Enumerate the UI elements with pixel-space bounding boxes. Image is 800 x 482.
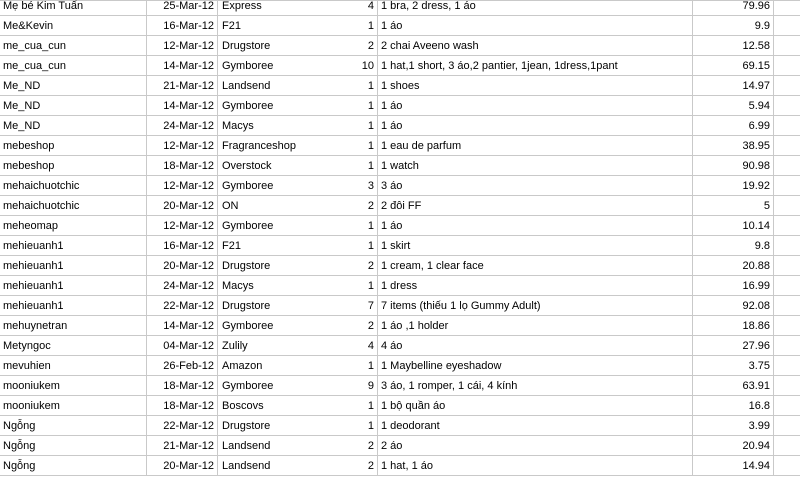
cell-store[interactable]: Fragranceshop — [218, 136, 378, 156]
cell-name[interactable]: Ngỗng — [0, 456, 147, 476]
cell-name[interactable]: mehieuanh1 — [0, 256, 147, 276]
cell-empty[interactable] — [774, 76, 800, 96]
cell-quantity[interactable]: 2 — [367, 320, 374, 332]
cell-quantity[interactable]: 1 — [367, 420, 374, 432]
cell-items[interactable]: 1 Maybelline eyeshadow — [378, 356, 693, 376]
table-row — [0, 36, 800, 56]
cell-date[interactable]: 20-Mar-12 — [147, 256, 218, 276]
cell-empty[interactable] — [774, 256, 800, 276]
cell-name[interactable]: Ngỗng — [0, 436, 147, 456]
cell-date[interactable]: 20-Mar-12 — [147, 196, 218, 216]
cell-store[interactable]: Gymboree — [218, 176, 378, 196]
cell-date[interactable]: 26-Feb-12 — [147, 356, 218, 376]
cell-date[interactable]: 12-Mar-12 — [147, 216, 218, 236]
table-row — [0, 116, 800, 136]
cell-items[interactable]: 1 bộ quần áo — [378, 396, 693, 416]
cell-name[interactable]: mehieuanh1 — [0, 276, 147, 296]
cell-store[interactable]: Gymboree — [218, 376, 378, 396]
cell-items[interactable]: 1 áo ,1 holder — [378, 316, 693, 336]
cell-store[interactable]: Express — [218, 0, 378, 16]
cell-quantity[interactable]: 1 — [367, 240, 374, 252]
cell-name[interactable]: me_cua_cun — [0, 36, 147, 56]
cell-items[interactable]: 1 deodorant — [378, 416, 693, 436]
cell-date[interactable]: 24-Mar-12 — [147, 116, 218, 136]
table-row — [0, 396, 800, 416]
cell-date[interactable]: 25-Mar-12 — [147, 0, 218, 16]
table-row — [0, 456, 800, 476]
cell-empty[interactable] — [774, 176, 800, 196]
cell-amount[interactable]: 79.96 — [693, 0, 774, 16]
cell-date[interactable]: 14-Mar-12 — [147, 316, 218, 336]
cell-items[interactable]: 1 áo — [378, 116, 693, 136]
cell-items[interactable]: 1 áo — [378, 16, 693, 36]
cell-date[interactable]: 12-Mar-12 — [147, 136, 218, 156]
cell-store[interactable]: F21 — [218, 236, 378, 256]
cell-items[interactable]: 1 áo — [378, 216, 693, 236]
table-row — [0, 436, 800, 456]
cell-name[interactable]: mevuhien — [0, 356, 147, 376]
cell-quantity[interactable]: 1 — [367, 160, 374, 172]
cell-amount[interactable]: 20.94 — [693, 436, 774, 456]
cell-quantity[interactable]: 2 — [367, 40, 374, 52]
cell-items[interactable]: 3 áo — [378, 176, 693, 196]
cell-items[interactable]: 1 áo — [378, 96, 693, 116]
cell-amount[interactable]: 5.94 — [693, 96, 774, 116]
cell-empty[interactable] — [774, 96, 800, 116]
cell-date[interactable]: 14-Mar-12 — [147, 56, 218, 76]
cell-name[interactable]: mebeshop — [0, 136, 147, 156]
cell-name[interactable]: Mẹ bé Kim Tuấn — [0, 0, 147, 16]
cell-quantity[interactable]: 2 — [367, 460, 374, 472]
cell-store[interactable]: Drugstore — [218, 296, 378, 316]
cell-empty[interactable] — [774, 276, 800, 296]
cell-empty[interactable] — [774, 316, 800, 336]
cell-empty[interactable] — [774, 36, 800, 56]
cell-items[interactable]: 1 watch — [378, 156, 693, 176]
cell-date[interactable]: 12-Mar-12 — [147, 36, 218, 56]
cell-store[interactable]: Landsend — [218, 456, 378, 476]
cell-date[interactable]: 18-Mar-12 — [147, 396, 218, 416]
table-row — [0, 136, 800, 156]
cell-store[interactable]: Macys — [218, 116, 378, 136]
cell-quantity[interactable]: 4 — [367, 340, 374, 352]
table-row — [0, 276, 800, 296]
cell-quantity[interactable]: 1 — [367, 100, 374, 112]
cell-amount[interactable]: 16.99 — [693, 276, 774, 296]
cell-empty[interactable] — [774, 296, 800, 316]
cell-quantity[interactable]: 1 — [367, 80, 374, 92]
table-row — [0, 0, 800, 16]
cell-empty[interactable] — [774, 16, 800, 36]
cell-name[interactable]: meheomap — [0, 216, 147, 236]
cell-date[interactable]: 24-Mar-12 — [147, 276, 218, 296]
cell-store[interactable]: Zulily — [218, 336, 378, 356]
cell-date[interactable]: 22-Mar-12 — [147, 296, 218, 316]
cell-store[interactable]: Gymboree — [218, 216, 378, 236]
cell-name[interactable]: mehaichuotchic — [0, 176, 147, 196]
cell-name[interactable]: mehieuanh1 — [0, 236, 147, 256]
cell-date[interactable]: 12-Mar-12 — [147, 176, 218, 196]
cell-empty[interactable] — [774, 116, 800, 136]
table-row — [0, 236, 800, 256]
cell-quantity[interactable]: 1 — [367, 20, 374, 32]
cell-name[interactable]: mehieuanh1 — [0, 296, 147, 316]
table-row — [0, 176, 800, 196]
cell-name[interactable]: Metyngoc — [0, 336, 147, 356]
cell-amount[interactable]: 16.8 — [693, 396, 774, 416]
cell-empty[interactable] — [774, 236, 800, 256]
cell-store[interactable]: Gymboree — [218, 96, 378, 116]
cell-amount[interactable]: 12.58 — [693, 36, 774, 56]
cell-date[interactable]: 16-Mar-12 — [147, 16, 218, 36]
cell-amount[interactable]: 5 — [693, 196, 774, 216]
cell-empty[interactable] — [774, 336, 800, 356]
table-row — [0, 376, 800, 396]
cell-quantity[interactable]: 1 — [367, 120, 374, 132]
cell-name[interactable]: Me_ND — [0, 76, 147, 96]
table-row — [0, 416, 800, 436]
table-row — [0, 196, 800, 216]
cell-quantity[interactable]: 9 — [367, 380, 374, 392]
cell-store[interactable]: Landsend — [218, 76, 378, 96]
cell-amount[interactable]: 9.9 — [693, 16, 774, 36]
cell-items[interactable]: 1 hat, 1 áo — [378, 456, 693, 476]
cell-name[interactable]: mehaichuotchic — [0, 196, 147, 216]
cell-quantity[interactable]: 1 — [367, 280, 374, 292]
cell-empty[interactable] — [774, 416, 800, 436]
cell-items[interactable]: 4 áo — [378, 336, 693, 356]
cell-amount[interactable]: 90.98 — [693, 156, 774, 176]
table-row — [0, 56, 800, 76]
cell-items[interactable]: 7 items (thiếu 1 lọ Gummy Adult) — [378, 296, 693, 316]
table-row — [0, 16, 800, 36]
cell-amount[interactable]: 3.75 — [693, 356, 774, 376]
cell-empty[interactable] — [774, 396, 800, 416]
cell-date[interactable]: 04-Mar-12 — [147, 336, 218, 356]
cell-empty[interactable] — [774, 56, 800, 76]
cell-items[interactable]: 2 đôi FF — [378, 196, 693, 216]
cell-store[interactable]: Overstock — [218, 156, 378, 176]
cell-empty[interactable] — [774, 136, 800, 156]
cell-quantity[interactable]: 1 — [367, 140, 374, 152]
cell-name[interactable]: Me_ND — [0, 96, 147, 116]
table-row — [0, 316, 800, 336]
cell-store[interactable]: Drugstore — [218, 36, 378, 56]
cell-quantity[interactable]: 1 — [367, 360, 374, 372]
cell-amount[interactable]: 38.95 — [693, 136, 774, 156]
cell-date[interactable]: 21-Mar-12 — [147, 76, 218, 96]
cell-date[interactable]: 22-Mar-12 — [147, 416, 218, 436]
cell-items[interactable]: 2 chai Aveeno wash — [378, 36, 693, 56]
cell-items[interactable]: 1 hat,1 short, 3 áo,2 pantier, 1jean, 1dress,1pant — [378, 56, 693, 76]
cell-items[interactable]: 1 skirt — [378, 236, 693, 256]
cell-empty[interactable] — [774, 196, 800, 216]
table-row — [0, 76, 800, 96]
cell-items[interactable]: 1 eau de parfum — [378, 136, 693, 156]
cell-items[interactable]: 3 áo, 1 romper, 1 cái, 4 kính — [378, 376, 693, 396]
table-row — [0, 96, 800, 116]
cell-items[interactable]: 1 dress — [378, 276, 693, 296]
cell-quantity[interactable]: 3 — [367, 180, 374, 192]
cell-store[interactable]: Drugstore — [218, 256, 378, 276]
cell-name[interactable]: Me&Kevin — [0, 16, 147, 36]
table-row — [0, 256, 800, 276]
cell-store[interactable]: Boscovs — [218, 396, 378, 416]
cell-name[interactable]: Ngỗng — [0, 416, 147, 436]
cell-amount[interactable]: 6.99 — [693, 116, 774, 136]
cell-date[interactable]: 21-Mar-12 — [147, 436, 218, 456]
cell-quantity[interactable]: 10 — [361, 60, 374, 72]
cell-empty[interactable] — [774, 356, 800, 376]
table-row — [0, 156, 800, 176]
table-row — [0, 296, 800, 316]
cell-items[interactable]: 1 bra, 2 dress, 1 áo — [378, 0, 693, 16]
cell-items[interactable]: 1 cream, 1 clear face — [378, 256, 693, 276]
cell-name[interactable]: mehuynetran — [0, 316, 147, 336]
cell-amount[interactable]: 18.86 — [693, 316, 774, 336]
cell-empty[interactable] — [774, 216, 800, 236]
cell-store[interactable]: Macys — [218, 276, 378, 296]
cell-amount[interactable]: 3.99 — [693, 416, 774, 436]
cell-quantity[interactable]: 1 — [367, 220, 374, 232]
cell-empty[interactable] — [774, 156, 800, 176]
cell-store[interactable]: Drugstore — [218, 416, 378, 436]
cell-store[interactable]: F21 — [218, 16, 378, 36]
cell-empty[interactable] — [774, 456, 800, 476]
cell-empty[interactable] — [774, 0, 800, 16]
table-row — [0, 356, 800, 376]
cell-empty[interactable] — [774, 436, 800, 456]
cell-items[interactable]: 1 shoes — [378, 76, 693, 96]
cell-quantity[interactable]: 2 — [367, 200, 374, 212]
cell-store[interactable]: Amazon — [218, 356, 378, 376]
cell-amount[interactable]: 92.08 — [693, 296, 774, 316]
cell-name[interactable]: me_cua_cun — [0, 56, 147, 76]
cell-name[interactable]: mooniukem — [0, 396, 147, 416]
cell-amount[interactable]: 9.8 — [693, 236, 774, 256]
cell-date[interactable]: 18-Mar-12 — [147, 376, 218, 396]
cell-date[interactable]: 14-Mar-12 — [147, 96, 218, 116]
cell-date[interactable]: 16-Mar-12 — [147, 236, 218, 256]
cell-amount[interactable]: 14.94 — [693, 456, 774, 476]
cell-store[interactable]: Gymboree — [218, 316, 378, 336]
cell-amount[interactable]: 63.91 — [693, 376, 774, 396]
cell-amount[interactable]: 27.96 — [693, 336, 774, 356]
cell-quantity[interactable]: 1 — [367, 400, 374, 412]
cell-quantity[interactable]: 4 — [367, 0, 374, 12]
cell-name[interactable]: mebeshop — [0, 156, 147, 176]
table-row — [0, 216, 800, 236]
cell-empty[interactable] — [774, 376, 800, 396]
cell-quantity[interactable]: 2 — [367, 260, 374, 272]
cell-quantity[interactable]: 7 — [367, 300, 374, 312]
cell-date[interactable]: 20-Mar-12 — [147, 456, 218, 476]
cell-date[interactable]: 18-Mar-12 — [147, 156, 218, 176]
cell-name[interactable]: mooniukem — [0, 376, 147, 396]
cell-store[interactable]: ON — [218, 196, 378, 216]
table-row — [0, 336, 800, 356]
cell-name[interactable]: Me_ND — [0, 116, 147, 136]
cell-store[interactable]: Gymboree — [218, 56, 378, 76]
cell-store[interactable]: Landsend — [218, 436, 378, 456]
cell-amount[interactable]: 69.15 — [693, 56, 774, 76]
cell-quantity[interactable]: 2 — [367, 440, 374, 452]
cell-amount[interactable]: 19.92 — [693, 176, 774, 196]
cell-amount[interactable]: 14.97 — [693, 76, 774, 96]
cell-amount[interactable]: 20.88 — [693, 256, 774, 276]
cell-amount[interactable]: 10.14 — [693, 216, 774, 236]
cell-items[interactable]: 2 áo — [378, 436, 693, 456]
